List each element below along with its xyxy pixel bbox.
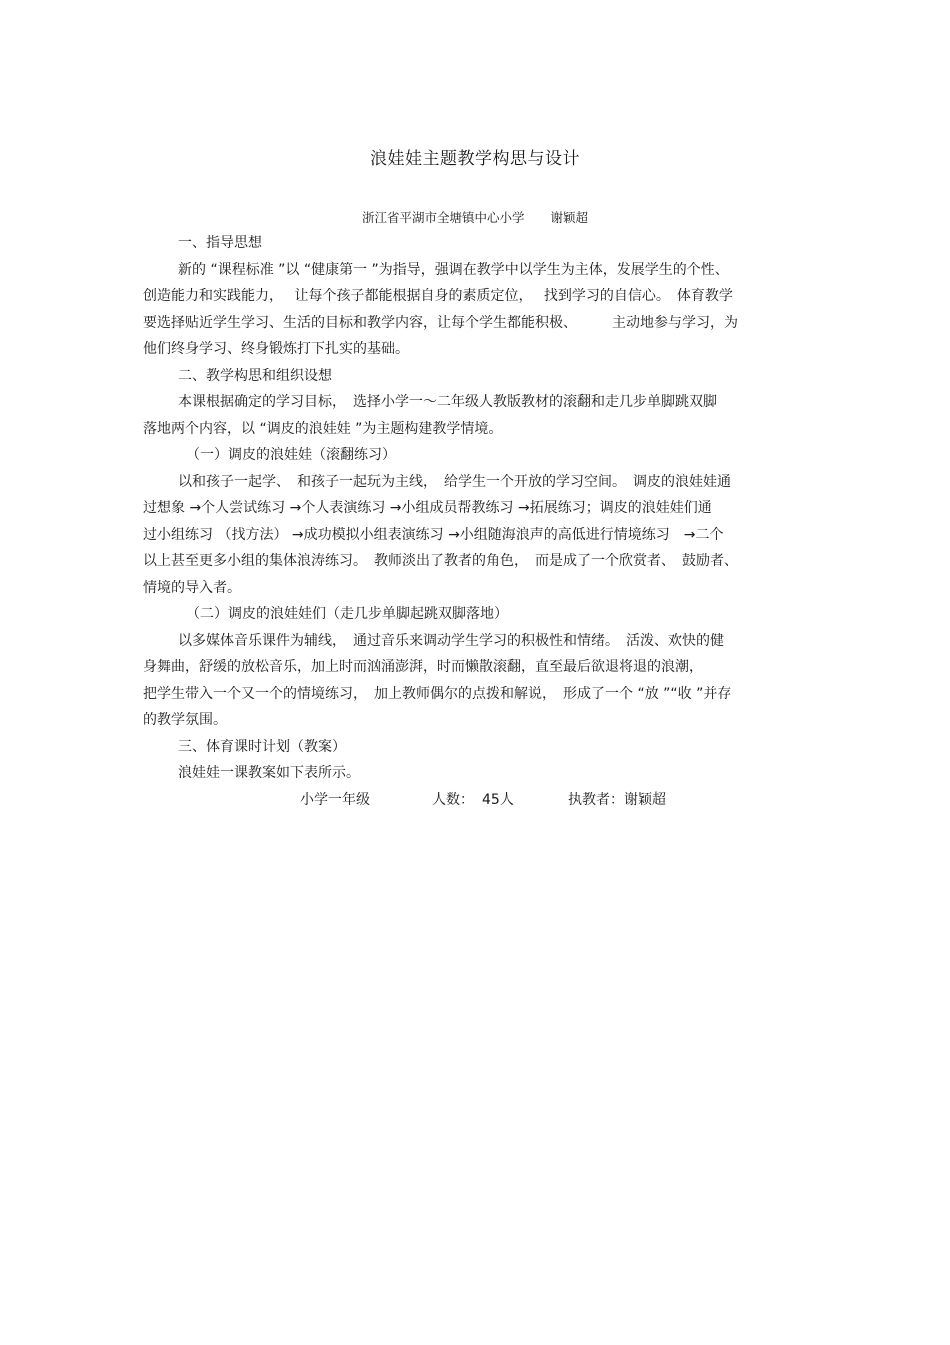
subheading-2: （二）调皮的浪娃娃们（走几步单脚起跳双脚落地）	[186, 606, 508, 622]
paragraph-line: 落地两个内容，以 “调皮的浪娃娃 ”为主题构建教学情境。	[143, 421, 503, 437]
byline-school: 浙江省平湖市全塘镇中心小学	[361, 210, 525, 225]
lesson-info-row	[300, 789, 666, 809]
paragraph-line: 浪娃娃一课教案如下表所示。	[178, 765, 360, 781]
heading-3: 三、体育课时计划（教案）	[178, 739, 346, 755]
paragraph-line: 的教学氛围。	[143, 712, 227, 728]
heading-2: 二、教学构思和组织设想	[178, 368, 332, 384]
paragraph-line: 过想象 →个人尝试练习 →个人表演练习 →小组成员帮教练习 →拓展练习；调皮的浪娃娃们通	[143, 500, 712, 516]
paragraph-line: 情境的导入者。	[143, 580, 241, 596]
paragraph-line: 新的 “课程标准 ”以 “健康第一 ”为指导，强调在教学中以学生为主体，发展学生的个性、	[178, 262, 729, 278]
paragraph-line: 创造能力和实践能力， 让每个孩子都能根据自身的素质定位， 找到学习的自信心。 体育教学	[143, 288, 733, 304]
paragraph-line: 以和孩子一起学、 和孩子一起玩为主线， 给学生一个开放的学习空间。 调皮的浪娃娃通	[178, 474, 731, 490]
paragraph-line: 过小组练习 （找方法） →成功模拟小组表演练习 →小组随海浪声的高低进行情境练习 →二个	[143, 527, 724, 543]
paragraph-line: 以多媒体音乐课件为辅线， 通过音乐来调动学生学习的积极性和情绪。 活泼、欢快的健	[178, 633, 724, 649]
paragraph-line: 本课根据确定的学习目标， 选择小学一～二年级人教版教材的滚翻和走几步单脚跳双脚	[178, 394, 717, 410]
paragraph-line: 他们终身学习、终身锻炼打下扎实的基础。	[143, 341, 409, 357]
byline	[0, 208, 950, 226]
grade-label: 小学一年级	[300, 792, 370, 808]
subheading-1: （一）调皮的浪娃娃（滚翻练习）	[186, 447, 396, 463]
paragraph-line: 以上甚至更多小组的集体浪涛练习。 教师淡出了教者的角色， 而是成了一个欣赏者、 鼓励者、	[143, 553, 738, 569]
paragraph-line: 把学生带入一个又一个的情境练习， 加上教师偶尔的点拨和解说， 形成了一个 “放 ”“收 ”并存	[143, 686, 732, 702]
heading-1: 一、指导思想	[178, 235, 262, 251]
teacher-label: 执教者：	[568, 792, 624, 808]
document-title: 浪娃娃主题教学构思与设计	[370, 149, 580, 169]
paragraph-line: 身舞曲，舒缓的放松音乐，加上时而汹涌澎湃，时而懒散滚翻，直至最后欲退将退的浪潮，	[143, 659, 703, 675]
count-value: 45人	[482, 792, 514, 808]
paragraph-line: 要选择贴近学生学习、生活的目标和教学内容，让每个学生都能积极、 主动地参与学习，为	[143, 315, 738, 331]
teacher-value: 谢颖超	[624, 792, 666, 808]
count-label: 人数：	[432, 792, 474, 808]
byline-author: 谢颖超	[550, 210, 589, 225]
